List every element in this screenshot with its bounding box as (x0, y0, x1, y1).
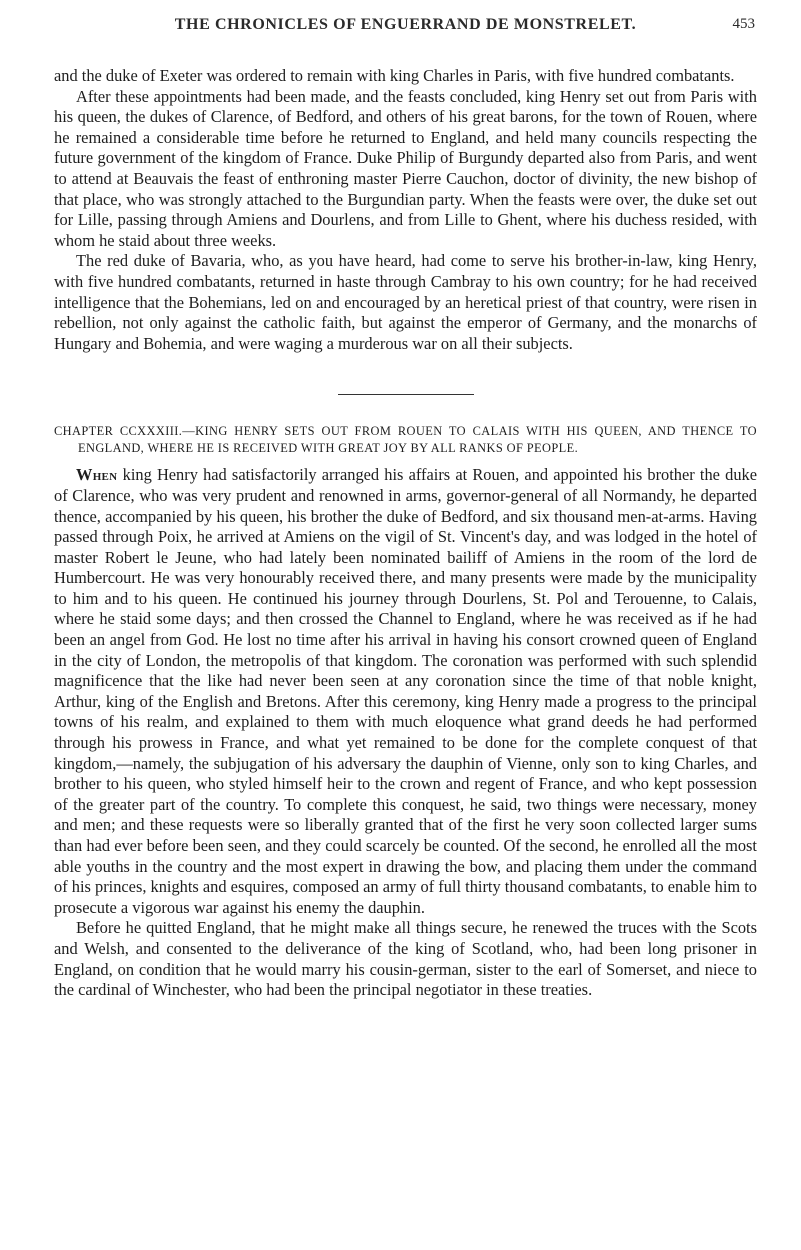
paragraph: Before he quitted England, that he might make all things secure, he renewed the truces with the Scots and Welsh, and consented to the deliverance of the king of Scotland, who, had been long prisoner in England, on condition that he would marry his cousin-german, sister to the earl of Somerset, and niece to the cardinal of Winchester, who had been the principal negotiator in these treaties. (54, 918, 757, 1000)
paragraph: The red duke of Bavaria, who, as you have heard, had come to serve his brother-in-law, king Henry, with five hundred combatants, returned in haste through Cambray to his own country; for he had received intelligence that the Bohemians, led on and encouraged by an heretical priest of that country, were risen in rebellion, not only against the catholic faith, but against the emperor of Germany, and the monarchs of Hungary and Bohemia, and were waging a murderous war on all their subjects. (54, 251, 757, 353)
lead-word: When (76, 465, 118, 485)
section-continued (54, 66, 757, 354)
running-head (54, 0, 757, 52)
running-title: THE CHRONICLES OF ENGUERRAND DE MONSTRELET. (174, 16, 637, 33)
paragraph: After these appointments had been made, and the feasts concluded, king Henry set out from Paris with his queen, the dukes of Clarence, of Bedford, and others of his great barons, for the town of Rouen, where he remained a considerable time before he returned to England, and held many councils respecting the future government of the kingdom of France. Duke Philip of Burgundy departed also from Paris, and went to attend at Beauvais the feast of enthroning master Pierre Cauchon, doctor of divinity, the new bishop of that place, who was strongly attached to the Burgundian party. When the feasts were over, the duke set out for Lille, passing through Amiens and Dourlens, and from Lille to Ghent, where his duchess resided, with whom he staid about three weeks. (54, 86, 757, 250)
paragraph: and the duke of Exeter was ordered to remain with king Charles in Paris, with five hundred combatants. (54, 66, 735, 85)
chapter-body (54, 465, 757, 1000)
paragraph-text: king Henry had satisfactorily arranged his affairs at Rouen, and appointed his brother the duke of Clarence, who was very prudent and renowned in arms, governor-general of all Normandy, he departed thence, accompanied by his queen, his brother the duke of Bedford, and six thousand men-at-arms. Having passed through Poix, he arrived at Amiens on the vigil of St. Vincent's day, and was lodged in the hotel of master Robert le Jeune, who had lately been nominated bailiff of Amiens in the room of the lord de Humbercourt. He was very honourably received there, and many presents were made by the municipality to him and to his queen. He continued his journey through Dourlens, St. Pol and Terouenne, to Calais, where he staid some days; and then crossed the Channel to England, where he was received as if he had been an angel from God. He lost no time after his arrival in having his consort crowned queen of England in the city of London, the metropolis of that kingdom. The coronation was performed with such splendid magnificence that the like had never been seen at any coronation since the time of that noble knight, Arthur, king of the English and Bretons. After this ceremony, king Henry made a progress to the principal towns of his realm, and explained to them with much eloquence what grand deeds he had performed through his prowess in France, and what yet remained to be done for the complete conquest of that kingdom,—namely, the subjugation of his adversary the dauphin of Vienne, only son to king Charles, and brother to his queen, who styled himself heir to the crown and regent of France, and who kept possession of the greater part of the country. To complete this conquest, he said, two things were necessary, money and men; and these requests were so liberally granted that of the first he very soon collected larger sums than had ever before been seen, and they could scarcely be counted. Of the second, he enrolled all the most able youths in the country and the most expert in drawing the bow, and placing them under the command of his princes, knights and esquires, composed an army of full thirty thousand combatants, to enable him to prosecute a vigorous war against his enemy the dauphin. (54, 465, 757, 917)
section-divider (338, 394, 474, 395)
paragraph (54, 465, 757, 918)
chapter-heading: CHAPTER CCXXXIII.—KING HENRY SETS OUT FROM ROUEN TO CALAIS WITH HIS QUEEN, AND THENCE TO ENGLAND, WHERE HE IS RECEIVED WITH GREAT JOY BY ALL RANKS OF PEOPLE. (54, 424, 757, 456)
page-number: 453 (732, 16, 755, 32)
